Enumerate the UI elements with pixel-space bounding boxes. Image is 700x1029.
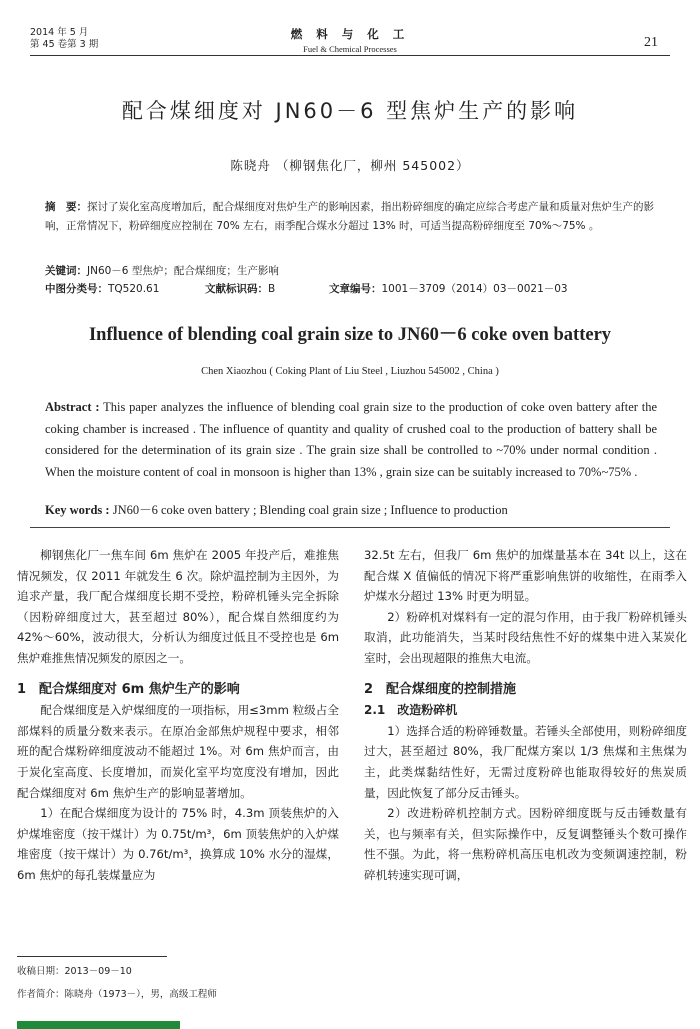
paragraph-1-3: 2）粉碎机对煤料有一定的混匀作用，由于我厂粉碎机锤头取消，此功能消失，当某时段结焦性不好的煤集中进入某炭化室时，会出现超限的推焦大电流。 bbox=[364, 609, 687, 665]
journal-name-en: Fuel & Chemical Processes bbox=[303, 44, 397, 54]
footnote-divider bbox=[17, 956, 167, 957]
received-date: 收稿日期：2013－09－10 bbox=[17, 966, 132, 977]
keywords-cn bbox=[45, 262, 657, 281]
section-2-title: 2 配合煤细度的控制措施 bbox=[364, 681, 517, 697]
abstract-cn bbox=[45, 198, 657, 235]
author-en: Chen Xiaozhou ( Coking Plant of Liu Steel , Liuzhou 545002 , China ) bbox=[201, 366, 499, 377]
paragraph-1-2: 1）在配合煤细度为设计的 75% 时，4.3m 顶装焦炉的入炉煤堆密度（按干煤计）为 0.75t/m³，6m 顶装焦炉的入炉煤堆密度（按干煤计）为 0.76t/m³，换算成 10% 水分的湿煤，6m 焦炉的每孔装煤量应为 bbox=[17, 806, 339, 882]
clc-code: 中图分类号：TQ520.61 bbox=[45, 283, 160, 295]
header-divider bbox=[30, 55, 670, 56]
paper-title-cn: 配合煤细度对 JN60－6 型焦炉生产的影响 bbox=[121, 99, 579, 123]
abstract-divider bbox=[30, 527, 670, 528]
author-bio: 作者简介：陈晓舟（1973－），男，高级工程师 bbox=[17, 989, 217, 1000]
article-number: 文章编号：1001－3709（2014）03－0021－03 bbox=[329, 283, 568, 295]
keywords-cn-text: JN60－6 型焦炉；配合煤细度；生产影响 bbox=[87, 265, 279, 277]
green-bar bbox=[17, 1021, 180, 1029]
keywords-en-label: Key words : bbox=[45, 503, 110, 517]
page-number: 21 bbox=[644, 35, 658, 50]
author-cn: 陈晓舟 （柳钢焦化厂，柳州 545002） bbox=[230, 158, 470, 173]
keywords-en-text: JN60－6 coke oven battery ; Blending coal grain size ; Influence to production bbox=[109, 503, 508, 517]
keywords-en bbox=[45, 500, 657, 518]
keywords-cn-label: 关键词： bbox=[45, 265, 87, 277]
section-2-1-title: 2.1 改造粉碎机 bbox=[364, 703, 458, 718]
classification-row bbox=[45, 280, 657, 299]
body-column-right bbox=[364, 545, 687, 886]
section-1-title: 1 配合煤细度对 6m 焦炉生产的影响 bbox=[17, 681, 240, 697]
body-column-left bbox=[17, 545, 339, 886]
paragraph-intro: 柳钢焦化厂一焦车间 6m 焦炉在 2005 年投产后，难推焦情况频发，仅 2011 年就发生 6 次。除炉温控制为主因外，为追求产量，我厂配合煤细度长期不受控，粉碎机锤头完全拆除（因粉碎细度过大，甚至超过 80%），配合煤自然细度约为 42%～60%，波动很大，分析认为细度过低且不受控也是 6m 焦炉难推焦情况频发的原因之一。 bbox=[17, 548, 339, 665]
abstract-cn-text: 探讨了炭化室高度增加后，配合煤细度对焦炉生产的影响因素，指出粉碎细度的确定应综合考虑产量和质量对焦炉生产的影响，正常情况下，粉碎细度应控制在 70% 左右，雨季配合煤水分超过 13% 时，可适当提高粉碎细度至 70%～75% 。 bbox=[45, 201, 654, 232]
paper-title-en: Influence of blending coal grain size to JN60－6 coke oven battery bbox=[88, 325, 612, 345]
journal-issue-info bbox=[30, 27, 98, 51]
paragraph-2-2: 2）改进粉碎机控制方式。因粉碎细度既与反击锤数量有关，也与频率有关，但实际操作中，反复调整锤头个数可操作性不强。为此，将一焦粉碎机高压电机改为变频调速控制，粉碎机转速实现可调， bbox=[364, 806, 687, 882]
issue-volume: 第 45 卷第 3 期 bbox=[30, 39, 99, 50]
journal-name-cn: 燃 料 与 化 工 bbox=[290, 27, 410, 41]
abstract-cn-label: 摘 要： bbox=[45, 201, 87, 213]
abstract-en-label: Abstract : bbox=[45, 400, 100, 414]
paragraph-continued: 32.5t 左右，但我厂 6m 焦炉的加煤量基本在 34t 以上，这在配合煤 X 值偏低的情况下将严重影响焦饼的收缩性，在雨季入炉煤水分超过 13% 时更为明显。 bbox=[364, 548, 687, 604]
abstract-en bbox=[45, 397, 657, 483]
document-code: 文献标识码：B bbox=[205, 283, 276, 295]
issue-date: 2014 年 5 月 bbox=[30, 27, 89, 38]
paragraph-1-1: 配合煤细度是入炉煤细度的一项指标，用≤3mm 粒级占全部煤料的质量分数来表示。在原冶金部焦炉规程中要求，相邻班的配合煤粉碎细度波动不能超过 1%。对 6m 焦炉而言，由于炭化室高度、长度增加，而炭化室平均宽度没有增加，因此配合煤细度对 6m 焦炉生产的影响显著增加。 bbox=[17, 703, 339, 800]
paragraph-2-1: 1）选择合适的粉碎锤数量。若锤头全部使用，则粉碎细度过大，甚至超过 80%，我厂配煤方案以 1/3 焦煤和主焦煤为主，此类煤黏结性好，无需过度粉碎也能取得较好的焦炭质量，因此恢复了部分反击锤头。 bbox=[364, 723, 687, 800]
journal-name bbox=[230, 26, 470, 54]
abstract-en-text: This paper analyzes the influence of blending coal grain size to the production of coke oven battery after the coking chamber is increased . The influence of quantity and quality of crushed coal to the production of battery shall be considered for the determination of its grain size . The grain size shall be controlled to ~70% under normal condition . When the moisture content of coal in monsoon is higher than 13% , grain size can be suitably increased to 70%~75% . bbox=[45, 400, 657, 479]
